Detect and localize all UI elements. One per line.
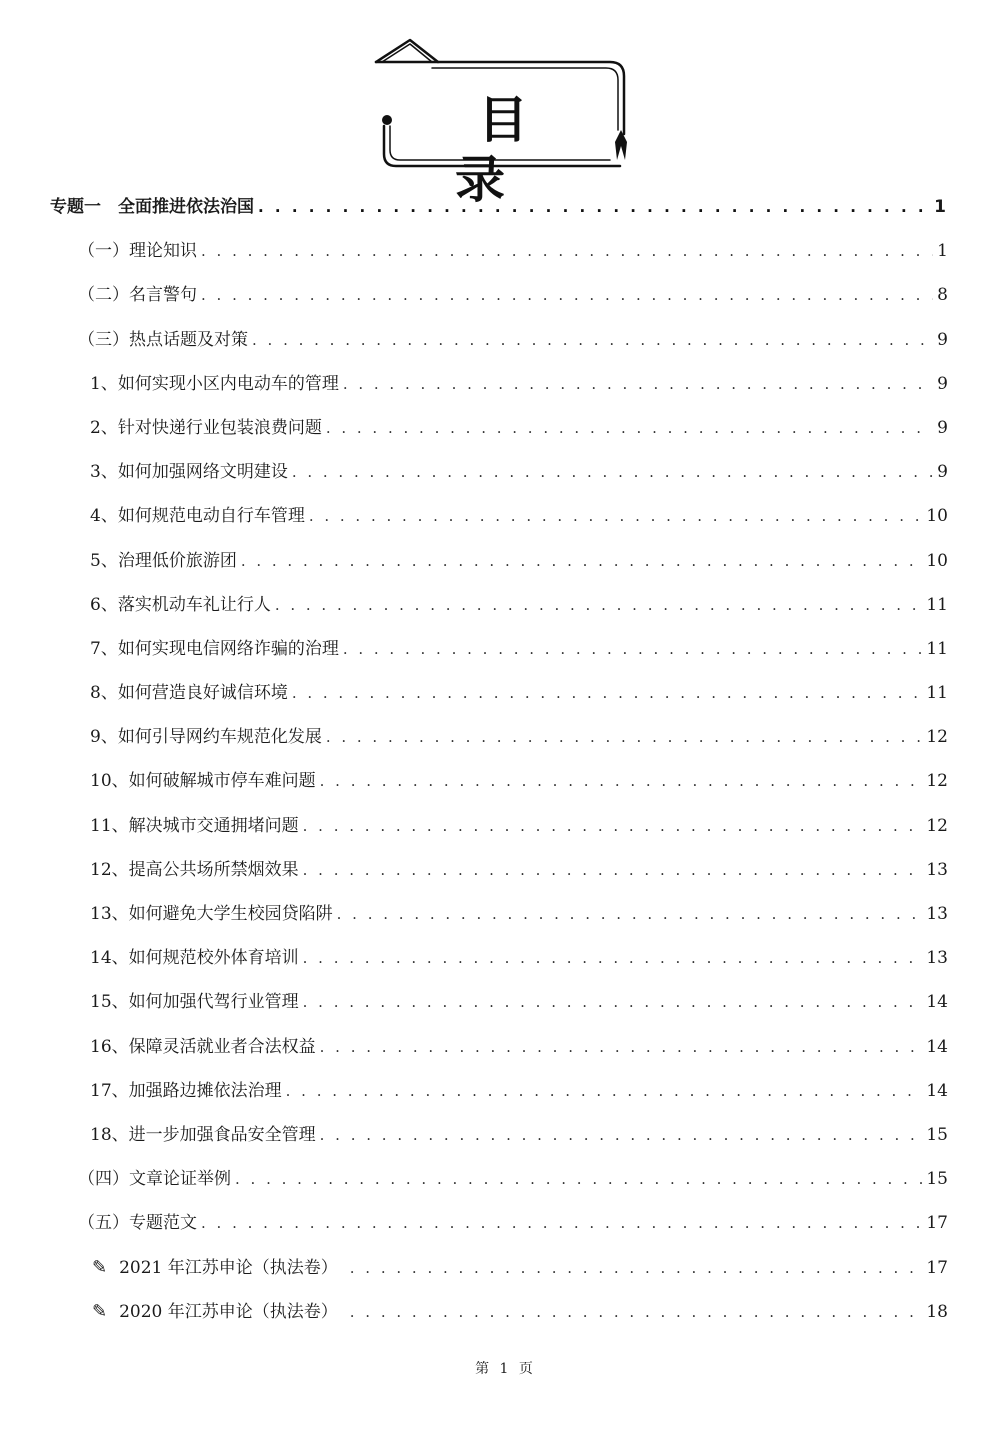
toc-entry-title: 11、解决城市交通拥堵问题: [90, 815, 299, 836]
toc-entry-page: 9: [937, 417, 948, 438]
toc-entry-title: 1、如何实现小区内电动车的管理: [90, 373, 339, 394]
dot-leader: [292, 459, 933, 485]
toc-entry[interactable]: [0, 628, 1008, 672]
dot-leader: [303, 813, 923, 839]
toc-entry-page: 9: [937, 373, 948, 394]
toc-entry-title: 5、治理低价旅游团: [90, 550, 237, 571]
toc-entry[interactable]: [0, 805, 1008, 849]
toc-entry-title: 2020 年江苏申论（执法卷）: [119, 1301, 338, 1322]
toc-entry-title: 18、进一步加强食品安全管理: [90, 1124, 316, 1145]
dot-leader: [201, 1210, 922, 1236]
dot-leader: [286, 1078, 923, 1104]
toc-entry-page: 11: [926, 594, 948, 615]
toc-entry-page: 18: [926, 1301, 948, 1322]
toc-entry-title: （三）热点话题及对策: [78, 329, 248, 350]
toc-entry-title: 专题一 全面推进依法治国: [50, 197, 254, 217]
toc-entry-page: 9: [937, 329, 948, 350]
pencil-icon: ✎: [92, 1300, 108, 1322]
dot-leader: [320, 768, 923, 794]
toc-entry-title: （二）名言警句: [78, 285, 197, 306]
toc-entry[interactable]: [0, 849, 1008, 893]
toc-entry[interactable]: [0, 760, 1008, 804]
toc-entry[interactable]: [0, 1158, 1008, 1202]
toc-entry-page: 11: [926, 683, 948, 704]
dot-leader: [292, 680, 923, 706]
toc-entry[interactable]: [0, 1247, 1008, 1291]
toc-entry-page: 11: [926, 638, 948, 659]
toc-entry-page: 15: [926, 1124, 948, 1145]
toc-entry[interactable]: [0, 451, 1008, 495]
dot-leader: [201, 238, 933, 264]
dot-leader: [320, 1034, 923, 1060]
toc-entry-title: 3、如何加强网络文明建设: [90, 462, 288, 483]
toc-entry[interactable]: [0, 1070, 1008, 1114]
page-number-footer: 第 1 页: [475, 1361, 533, 1377]
dot-leader: [303, 857, 923, 883]
dot-leader: [343, 636, 923, 662]
pencil-icon: ✎: [92, 1256, 108, 1278]
toc-entry[interactable]: [0, 584, 1008, 628]
dot-leader: [201, 282, 933, 308]
toc-entry[interactable]: [0, 1291, 1008, 1335]
toc-entry[interactable]: [0, 319, 1008, 363]
toc-entry-title: （四）文章论证举例: [78, 1169, 231, 1190]
dot-leader: [258, 194, 930, 220]
toc-entry[interactable]: [0, 1026, 1008, 1070]
toc-entry[interactable]: [0, 1114, 1008, 1158]
dot-leader: [241, 548, 923, 574]
toc-entry[interactable]: [0, 407, 1008, 451]
toc-entry-page: 10: [926, 506, 948, 527]
toc-entry-page: 12: [926, 771, 948, 792]
toc-entry[interactable]: [0, 937, 1008, 981]
toc-entry-title: 12、提高公共场所禁烟效果: [90, 859, 299, 880]
toc-entry-page: 12: [926, 727, 948, 748]
dot-leader: [303, 989, 923, 1015]
toc-entry-page: 14: [926, 1080, 948, 1101]
toc-entry-title: 8、如何营造良好诚信环境: [90, 683, 288, 704]
toc-entry[interactable]: [0, 716, 1008, 760]
toc-entry-title: 7、如何实现电信网络诈骗的治理: [90, 638, 339, 659]
toc-entry[interactable]: [0, 186, 1008, 230]
toc-entry-title: 13、如何避免大学生校园贷陷阱: [90, 904, 333, 924]
dot-leader: [337, 901, 923, 927]
toc-entry[interactable]: [0, 230, 1008, 274]
toc-entry[interactable]: [0, 363, 1008, 407]
toc-entry-page: 14: [926, 992, 948, 1013]
toc-entry[interactable]: [0, 540, 1008, 584]
dot-leader: [326, 415, 933, 441]
toc-entry[interactable]: [0, 274, 1008, 318]
toc-entry-title: 10、如何破解城市停车难问题: [90, 771, 316, 792]
dot-leader: [350, 1299, 923, 1325]
toc-entry-page: 14: [926, 1036, 948, 1057]
toc-entry[interactable]: [0, 672, 1008, 716]
toc-entry-page: 1: [934, 197, 946, 217]
toc-entry-title: 2021 年江苏申论（执法卷）: [119, 1257, 338, 1278]
toc-entry-title: （五）专题范文: [78, 1213, 197, 1234]
dot-leader: [343, 371, 933, 397]
toc-entry-page: 10: [926, 550, 948, 571]
toc-entry-title: 2、针对快递行业包装浪费问题: [90, 417, 322, 438]
toc-entry[interactable]: [0, 981, 1008, 1025]
toc-entry-page: 15: [926, 1169, 948, 1190]
toc-entry[interactable]: [0, 495, 1008, 539]
toc-entry-page: 9: [937, 462, 948, 483]
dot-leader: [252, 327, 933, 353]
toc-entry-title: 4、如何规范电动自行车管理: [90, 506, 305, 527]
dot-leader: [320, 1122, 923, 1148]
toc-title: 目 录: [455, 91, 574, 209]
dot-leader: [303, 945, 923, 971]
toc-title-banner: [372, 38, 634, 209]
toc-entry[interactable]: [0, 893, 1008, 937]
toc-entry[interactable]: [0, 1202, 1008, 1246]
dot-leader: [350, 1255, 923, 1281]
dot-leader: [309, 503, 923, 529]
toc-entry-title: 6、落实机动车礼让行人: [90, 594, 271, 615]
toc-entry-page: 12: [926, 815, 948, 836]
toc-entry-title: （一）理论知识: [78, 241, 197, 262]
toc-entry-page: 1: [937, 241, 948, 262]
toc-entry-title: 17、加强路边摊依法治理: [90, 1080, 282, 1101]
table-of-contents: [0, 186, 1008, 1335]
toc-entry-page: 13: [926, 904, 948, 924]
toc-entry-page: 8: [937, 285, 948, 306]
toc-entry-page: 17: [926, 1257, 948, 1278]
toc-entry-page: 13: [926, 948, 948, 969]
toc-entry-title: 15、如何加强代驾行业管理: [90, 992, 299, 1013]
toc-entry-title: 9、如何引导网约车规范化发展: [90, 727, 322, 748]
toc-entry-page: 17: [926, 1213, 948, 1234]
dot-leader: [326, 724, 923, 750]
toc-entry-title: 16、保障灵活就业者合法权益: [90, 1036, 316, 1057]
toc-entry-page: 13: [926, 859, 948, 880]
dot-leader: [235, 1166, 922, 1192]
toc-entry-title: 14、如何规范校外体育培训: [90, 948, 299, 969]
dot-leader: [275, 592, 923, 618]
